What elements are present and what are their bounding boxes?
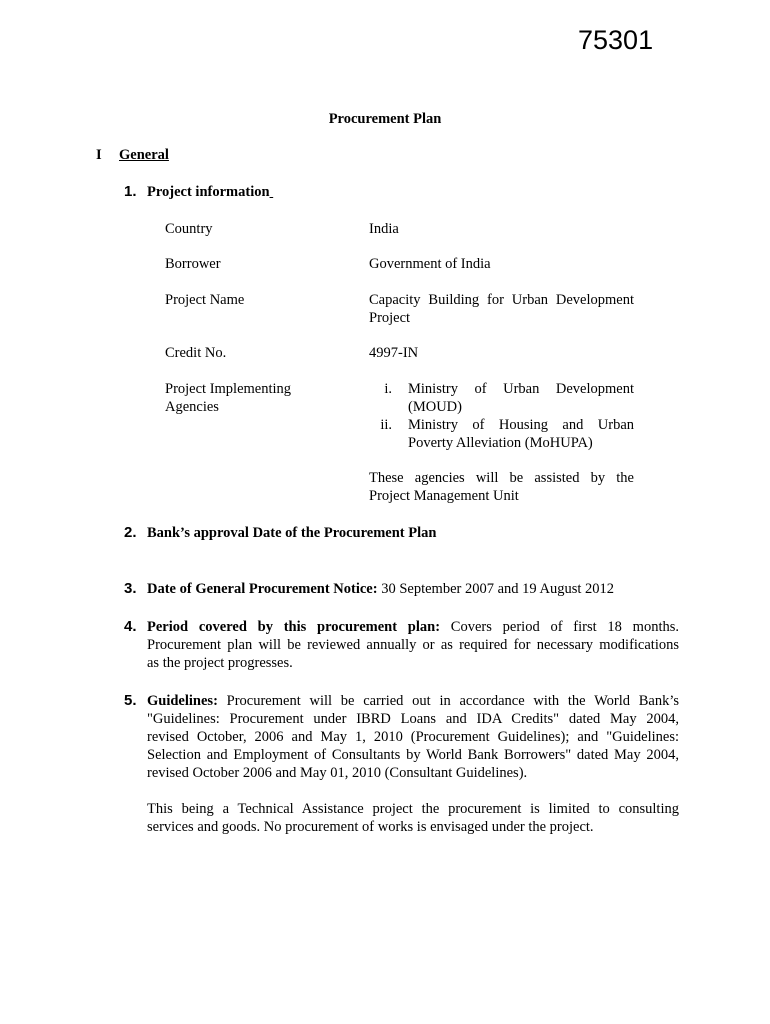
project-name-line: Project xyxy=(369,310,411,326)
item-text: 30 September 2007 and 19 August 2012 xyxy=(377,581,614,597)
item-heading-text: Project information xyxy=(147,184,270,200)
para-line: revised October, 2006 and May 1, 2010 (Procurement Guidelines); and "Guidelines: xyxy=(147,729,679,745)
item-heading xyxy=(147,183,273,201)
country-value: India xyxy=(369,221,399,237)
item-number: 4. xyxy=(124,618,137,635)
agency-line: (MOUD) xyxy=(408,399,462,415)
document-number: 75301 xyxy=(578,25,654,55)
item-heading: Period covered by this procurement plan: xyxy=(147,619,441,635)
agency-text xyxy=(408,380,634,416)
agency-line: Ministry of Housing and Urban xyxy=(408,417,634,433)
list-item xyxy=(369,380,634,416)
project-name-value xyxy=(369,291,634,327)
agency-line: Poverty Alleviation (MoHUPA) xyxy=(408,435,593,451)
agency-line: Ministry of Urban Development xyxy=(408,381,634,397)
agency-list xyxy=(369,380,634,452)
agency-text xyxy=(408,416,634,452)
section-title: General xyxy=(119,147,169,163)
para-line: "Guidelines: Procurement under IBRD Loans and IDA Credits" dated May 2004, xyxy=(147,711,679,727)
list-marker: i. xyxy=(384,381,392,397)
item-number: 1. xyxy=(124,183,137,200)
agencies-label-line: Agencies xyxy=(165,399,219,415)
para-line: This being a Technical Assistance project the procurement is limited to consulting xyxy=(147,801,679,817)
list-marker: ii. xyxy=(380,417,392,433)
section-number: I xyxy=(96,147,102,163)
agencies-label-line: Project Implementing xyxy=(165,381,292,397)
heading-underscore xyxy=(270,184,274,200)
para-line: as the project progresses. xyxy=(147,655,293,671)
agencies-label xyxy=(165,380,335,416)
para-line: Procurement plan will be reviewed annually or as required for necessary modifications xyxy=(147,637,679,653)
borrower-value: Government of India xyxy=(369,256,491,272)
item-paragraph xyxy=(147,580,679,598)
item-heading: Guidelines: xyxy=(147,693,218,709)
borrower-label: Borrower xyxy=(165,256,221,272)
para-line xyxy=(147,692,679,710)
assist-line: Project Management Unit xyxy=(369,488,519,504)
item-paragraph xyxy=(147,618,679,672)
closing-paragraph xyxy=(147,800,679,836)
item-paragraph xyxy=(147,692,679,782)
item-number: 2. xyxy=(124,524,137,541)
credit-label: Credit No. xyxy=(165,345,227,361)
item-number: 3. xyxy=(124,580,137,597)
para-line: services and goods. No procurement of works is envisaged under the project. xyxy=(147,819,594,835)
item-heading: Bank’s approval Date of the Procurement Plan xyxy=(147,525,437,541)
item-text: Covers period of first 18 months. xyxy=(440,619,679,635)
para-line xyxy=(147,618,679,636)
credit-value: 4997-IN xyxy=(369,345,419,361)
page-title xyxy=(0,110,770,128)
assist-line: These agencies will be assisted by the xyxy=(369,470,634,486)
list-item xyxy=(369,416,634,452)
item-number: 5. xyxy=(124,692,137,709)
item-text: Procurement will be carried out in accordance with the World Bank’s xyxy=(217,693,679,709)
title-text: Procurement Plan xyxy=(328,111,442,127)
country-label: Country xyxy=(165,221,213,237)
para-line: revised October 2006 and May 01, 2010 (Consultant Guidelines). xyxy=(147,765,528,781)
project-name-line: Capacity Building for Urban Development xyxy=(369,292,634,308)
project-name-label: Project Name xyxy=(165,292,245,308)
assist-note xyxy=(369,469,634,505)
item-heading: Date of General Procurement Notice: xyxy=(147,581,378,597)
para-line: Selection and Employment of Consultants by World Bank Borrowers" dated May 2004, xyxy=(147,747,679,763)
